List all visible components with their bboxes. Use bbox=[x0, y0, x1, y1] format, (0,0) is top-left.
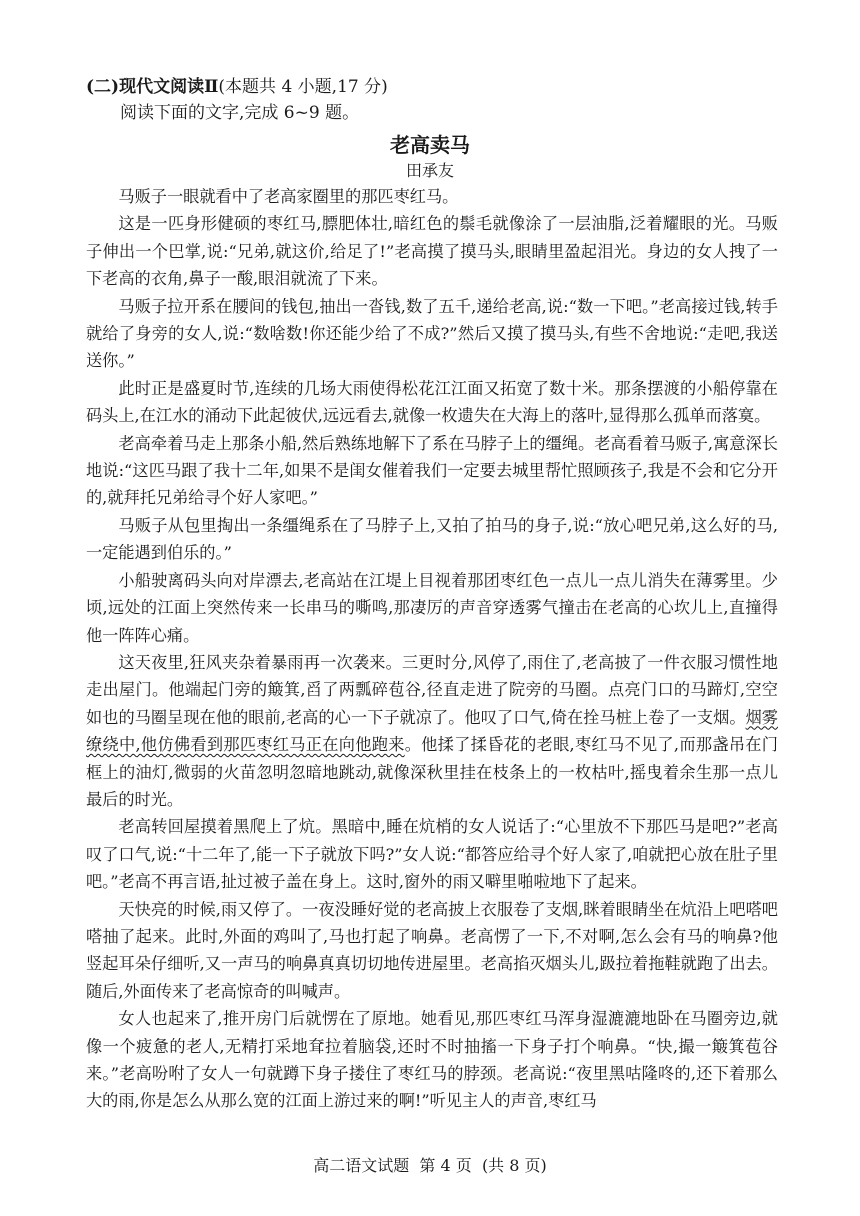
paragraph-6: 马贩子从包里掏出一条缰绳系在了马脖子上,又拍了拍马的身子,说:“放心吧兄弟,这么好的马,一定能遇到伯乐的。” bbox=[86, 515, 778, 563]
paragraph-4: 此时正是盛夏时节,连续的几场大雨使得松花江江面又拓宽了数十米。那条摆渡的小船停靠在码头上,在江水的涌动下此起彼伏,远远看去,就像一枚遗失在大海上的落叶,显得那么孤单而落寞。 bbox=[86, 378, 778, 426]
footer-page: 第 4 页 bbox=[419, 1156, 472, 1175]
paragraph-2: 这是一匹身形健硕的枣红马,膘肥体壮,暗红色的鬃毛就像涂了一层油脂,泛着耀眼的光。马贩子伸出一个巴掌,说:“兄弟,就这价,给足了!”老高摸了摸马头,眼睛里盈起泪光。身边的女人拽了一下老高的衣角,鼻子一酸,眼泪就流了下来。 bbox=[86, 214, 778, 289]
reading-instruction: 阅读下面的文字,完成 6~9 题。 bbox=[120, 103, 360, 123]
paragraph-8-start: 这天夜里,狂风夹杂着暴雨再一次袭来。三更时分,风停了,雨住了,老高披了一件衣服习惯性地走出屋门。他端起门旁的簸箕,舀了两瓢碎苞谷,径直走进了院旁的马圈。点亮门口的马蹄灯,空空如也的马圈呈现在他的眼前,老高的心一下子就凉了。他叹了口气,倚在拴马桩上卷了一支烟。 bbox=[86, 652, 778, 727]
paragraph-5: 老高牵着马走上那条小船,然后熟练地解下了系在马脖子上的缰绳。老高看着马贩子,寓意深长地说:“这匹马跟了我十二年,如果不是闺女催着我们一定要去城里帮忙照顾孩子,我是不会和它分开的,就拜托兄弟给寻个好人家吧。” bbox=[86, 433, 778, 508]
paragraph-9: 老高转回屋摸着黑爬上了炕。黑暗中,睡在炕梢的女人说话了:“心里放不下那匹马是吧?”老高叹了口气,说:“十二年了,能一下子就放下吗?”女人说:“都答应给寻个好人家了,咱就把心放在肚子里吧。”老高不再言语,扯过被子盖在身上。这时,窗外的雨又噼里啪啦地下了起来。 bbox=[86, 817, 778, 892]
paragraph-1: 马贩子一眼就看中了老高家圈里的那匹枣红马。 bbox=[118, 187, 459, 206]
paragraph-11: 女人也起来了,推开房门后就愣在了原地。她看见,那匹枣红马浑身湿漉漉地卧在马圈旁边,就像一个疲惫的老人,无精打采地耷拉着脑袋,还时不时抽搐一下身子打个响鼻。“快,撮一簸箕苞谷来。”老高吩咐了女人一句就蹲下身子搂住了枣红马的脖颈。老高说:“夜里黑咕隆咚的,还下着那么大的雨,你是怎么从那么宽的江面上游过来的啊!”听见主人的声音,枣红马 bbox=[86, 1009, 778, 1111]
paragraph-7: 小船驶离码头向对岸漂去,老高站在江堤上目视着那团枣红色一点儿一点儿消失在薄雾里。少顷,远处的江面上突然传来一长串马的嘶鸣,那凄厉的声音穿透雾气撞击在老高的心坎儿上,直撞得他一阵阵心痛。 bbox=[86, 570, 778, 645]
paragraph-8-end: 。他揉了揉昏花的老眼,枣红马不见了,而那盏吊在门框上的油灯,微弱的火苗忽明忽暗地跳动,就像深秋里挂在枝条上的一枚枯叶,摇曳着余生那一点儿最后的时光。 bbox=[86, 735, 778, 809]
paragraph-10: 天快亮的时候,雨又停了。一夜没睡好觉的老高披上衣服卷了支烟,眯着眼睛坐在炕沿上吧嗒吧嗒抽了起来。此时,外面的鸡叫了,马也打起了响鼻。老高愣了一下,不对啊,怎么会有马的响鼻?他竖起耳朵仔细听,又一声马的响鼻真真切切地传进屋里。老高掐灭烟头儿,趿拉着拖鞋就跑了出去。随后,外面传来了老高惊奇的叫喊声。 bbox=[86, 899, 778, 1001]
section-heading bbox=[86, 74, 388, 100]
paragraph-8 bbox=[86, 649, 778, 813]
section-label: (二)现代文阅读Ⅱ bbox=[86, 77, 219, 97]
paragraph-3: 马贩子拉开系在腰间的钱包,抽出一沓钱,数了五千,递给老高,说:“数一下吧。”老高接过钱,转手就给了身旁的女人,说:“数啥数!你还能少给了不成?”然后又摸了摸马头,有些不舍地说:“走吧,我送送你。” bbox=[86, 296, 778, 371]
page-footer bbox=[0, 1154, 860, 1178]
story-title: 老高卖马 bbox=[390, 133, 470, 157]
footer-total: (共 8 页) bbox=[481, 1156, 547, 1175]
story-author: 田承友 bbox=[405, 161, 454, 180]
wavy-underlined-sentence: 烟雾缭绕中,他仿佛看到那匹枣红马正在向他跑来 bbox=[86, 707, 778, 755]
section-note: (本题共 4 小题,17 分) bbox=[218, 77, 388, 97]
story-body bbox=[86, 183, 778, 1115]
footer-subject: 高二语文试题 bbox=[313, 1156, 410, 1175]
